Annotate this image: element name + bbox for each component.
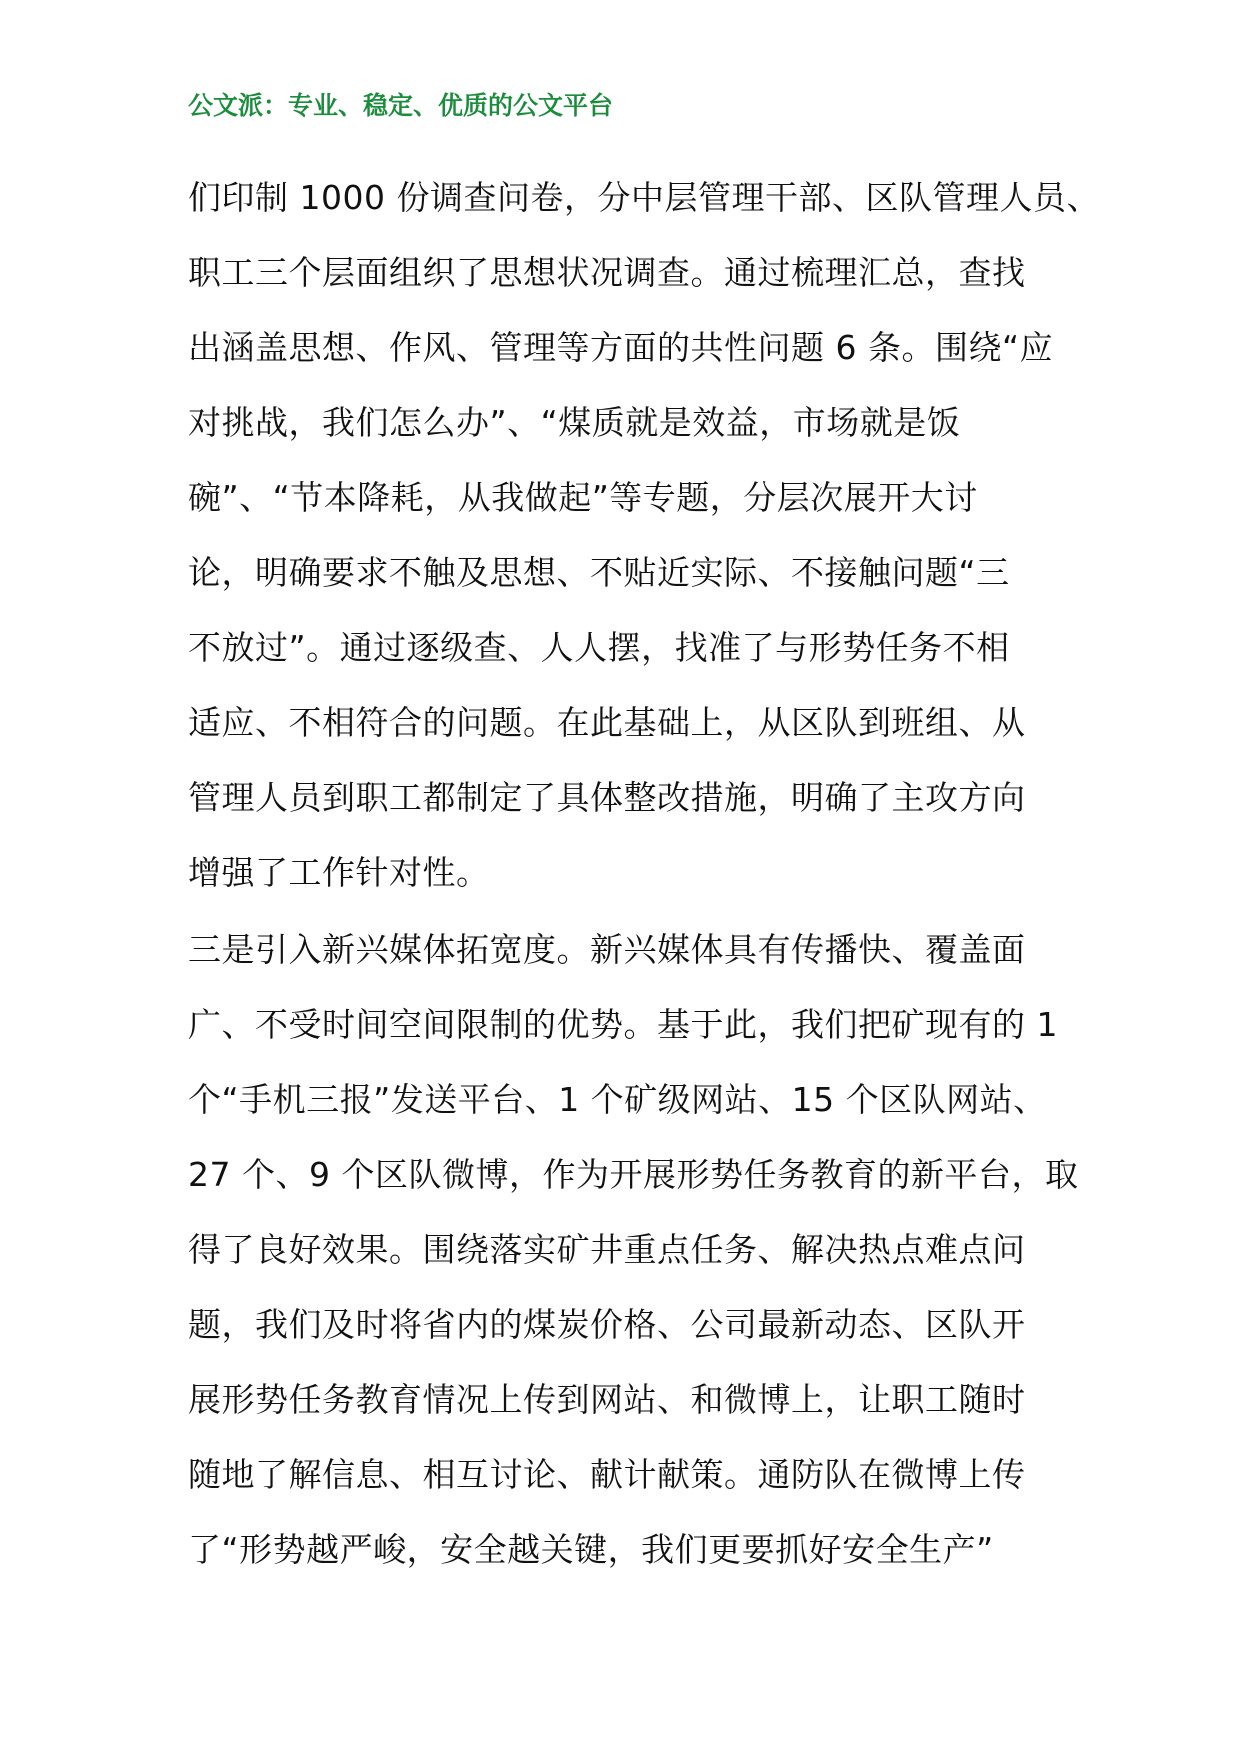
text-line: 职工三个层面组织了思想状况调查。通过梳理汇总，查找 <box>188 253 1026 292</box>
text-line: 增强了工作针对性。 <box>188 853 490 892</box>
text-line: 管理人员到职工都制定了具体整改措施，明确了主攻方向 <box>188 778 1026 817</box>
text-line: 出涵盖思想、作风、管理等方面的共性问题 6 条。围绕“应 <box>188 328 1054 367</box>
document-body <box>188 168 1100 1595</box>
text-line: 题，我们及时将省内的煤炭价格、公司最新动态、区队开 <box>188 1305 1026 1344</box>
paragraph-1 <box>188 168 1100 918</box>
text-line: 广、不受时间空间限制的优势。基于此，我们把矿现有的 1 <box>188 1005 1058 1044</box>
paragraph-2 <box>188 920 1078 1595</box>
text-line: 得了良好效果。围绕落实矿井重点任务、解决热点难点问 <box>188 1230 1026 1269</box>
text-line: 们印制 1000 份调查问卷，分中层管理干部、区队管理人员、 <box>188 178 1100 217</box>
text-line: 三是引入新兴媒体拓宽度。新兴媒体具有传播快、覆盖面 <box>188 930 1026 969</box>
text-line: 27 个、9 个区队微博，作为开展形势任务教育的新平台，取 <box>188 1155 1079 1194</box>
text-line: 展形势任务教育情况上传到网站、和微博上，让职工随时 <box>188 1380 1026 1419</box>
text-line: 论，明确要求不触及思想、不贴近实际、不接触问题“三 <box>188 553 1010 592</box>
text-line: 个“手机三报”发送平台、1 个矿级网站、15 个区队网站、 <box>188 1080 1047 1119</box>
text-line: 对挑战，我们怎么办”、“煤质就是效益，市场就是饭 <box>188 403 961 442</box>
text-line: 不放过”。通过逐级查、人人摆，找准了与形势任务不相 <box>188 628 1010 667</box>
text-line: 适应、不相符合的问题。在此基础上，从区队到班组、从 <box>188 703 1026 742</box>
text-line: 碗”、“节本降耗，从我做起”等专题，分层次展开大讨 <box>188 478 978 517</box>
text-line: 随地了解信息、相互讨论、献计献策。通防队在微博上传 <box>188 1455 1026 1494</box>
text-line: 了“形势越严峻，安全越关键，我们更要抓好安全生产” <box>188 1530 994 1569</box>
page-header: 公文派：专业、稳定、优质的公文平台 <box>188 91 614 120</box>
